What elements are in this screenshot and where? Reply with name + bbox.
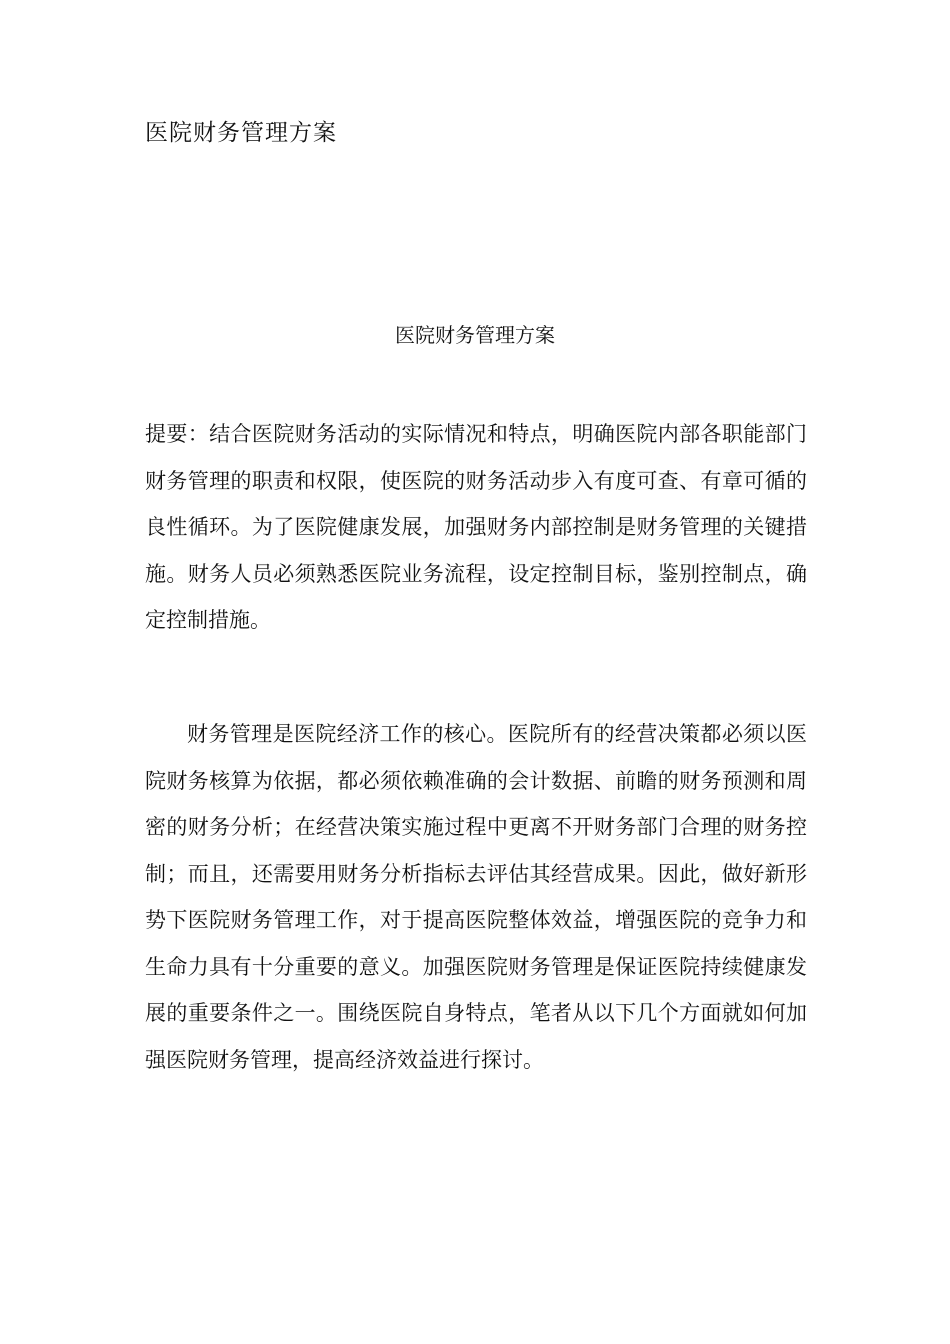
abstract-paragraph: 提要：结合医院财务活动的实际情况和特点，明确医院内部各职能部门财务管理的职责和权限，使医院的财务活动步入有度可查、有章可循的良性循环。为了医院健康发展，加强财务内部控制是财务管理的关键措施。财务人员必须熟悉医院业务流程，设定控制目标，鉴别控制点，确定控制措施。 [145,422,807,632]
document-center-title: 医院财务管理方案 [395,323,555,347]
document-header-title: 医院财务管理方案 [145,120,337,146]
body-paragraph: 财务管理是医院经济工作的核心。医院所有的经营决策都必须以医院财务核算为依据，都必须依赖准确的会计数据、前瞻的财务预测和周密的财务分析；在经营决策实施过程中更离不开财务部门合理的财务控制；而且，还需要用财务分析指标去评估其经营成果。因此，做好新形势下医院财务管理工作，对于提高医院整体效益，增强医院的竞争力和生命力具有十分重要的意义。加强医院财务管理是保证医院持续健康发展的重要条件之一。围绕医院自身特点，笔者从以下几个方面就如何加强医院财务管理，提高经济效益进行探讨。 [145,722,807,1072]
